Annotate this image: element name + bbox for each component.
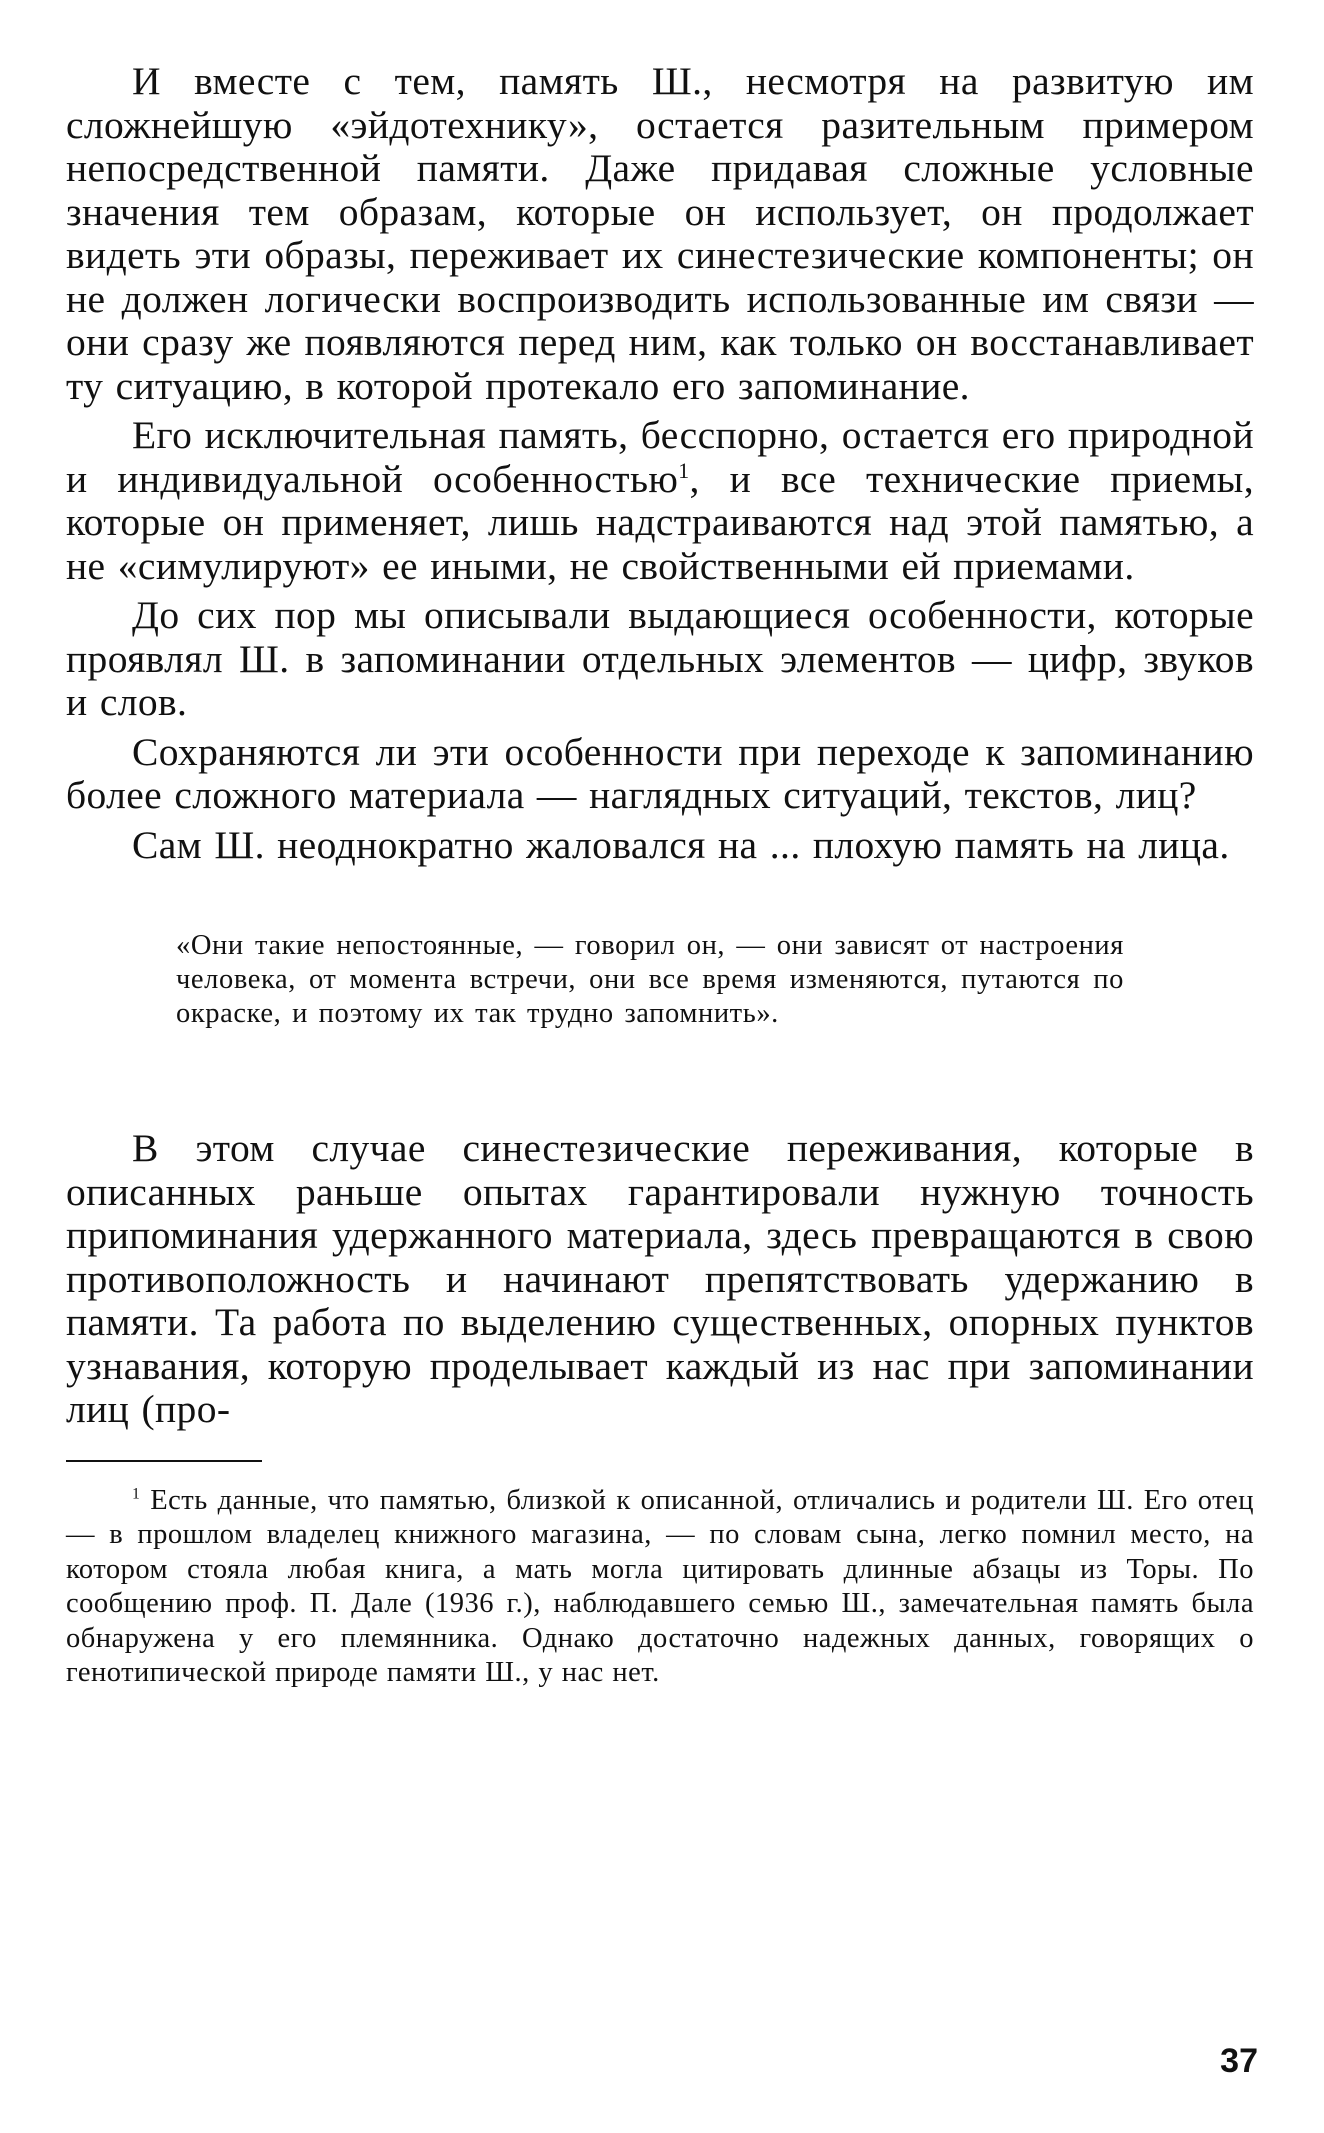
- paragraph-2-text-start: Его исключительная память, бесспорно, остается его природной и индивидуальной особенностью: [66, 413, 1254, 501]
- paragraph-1: И вместе с тем, память Ш., несмотря на развитую им сложнейшую «эйдотехнику», остается разительным примером непосредственной памяти. Даже придавая сложные условные значения тем образам, которые он использует, он продолжает видеть эти образы, переживает их синестезические компоненты; он не должен логически воспроизводить использованные им связи — они сразу же появляются перед ним, как только он восстанавливает ту ситуацию, в которой протекало его запоминание.: [66, 59, 1254, 408]
- page-number: 37: [1220, 2042, 1258, 2080]
- paragraph-5: Сам Ш. неоднократно жаловался на ... плохую память на лица.: [132, 822, 1230, 867]
- paragraph-3: До сих пор мы описывали выдающиеся особенности, которые проявлял Ш. в запоминании отдельных элементов — цифр, звуков и слов.: [66, 593, 1254, 724]
- paragraph-2: [66, 414, 1254, 588]
- footnote-text: Есть данные, что памятью, близкой к описанной, отличались и родители Ш. Его отец — в прошлом владелец книжного магазина, — по словам сына, легко помнил место, на котором стояла любая книга, а мать могла цитировать длинные абзацы из Торы. По сообщению проф. П. Дале (1936 г.), наблюдавшего семью Ш., замечательная память была обнаружена у его племянника. Однако достаточно надежных данных, говорящих о генотипической природе памяти Ш., у нас нет.: [66, 1484, 1254, 1688]
- block-quote: «Они такие непостоянные, — говорил он, — они зависят от настроения человека, от момента встречи, они все время изменяются, путаются по окраске, и поэтому их так трудно запомнить».: [176, 930, 1124, 1029]
- footnote: [66, 1484, 1254, 1691]
- footnote-divider: [66, 1460, 262, 1462]
- paragraph-4: Сохраняются ли эти особенности при переходе к запоминанию более сложного материала — наглядных ситуаций, текстов, лиц?: [66, 729, 1254, 817]
- footnote-reference-marker: 1: [678, 458, 690, 483]
- page-body: [66, 60, 1254, 1691]
- paragraph-2-text-end: , и все технические приемы, которые он применяет, лишь надстраиваются над этой памятью, а не «симулируют» ее иными, не свойственными ей приемами.: [66, 456, 1255, 588]
- paragraph-6: В этом случае синестезические переживания, которые в описанных раньше опытах гарантировали нужную точность припоминания удержанного материала, здесь превращаются в свою противоположность и начинают препятствовать удержанию в памяти. Та работа по выделению существенных, опорных пунктов узнавания, которую проделывает каждый из нас при запоминании лиц (про-: [66, 1126, 1254, 1431]
- footnote-marker: 1: [132, 1485, 141, 1502]
